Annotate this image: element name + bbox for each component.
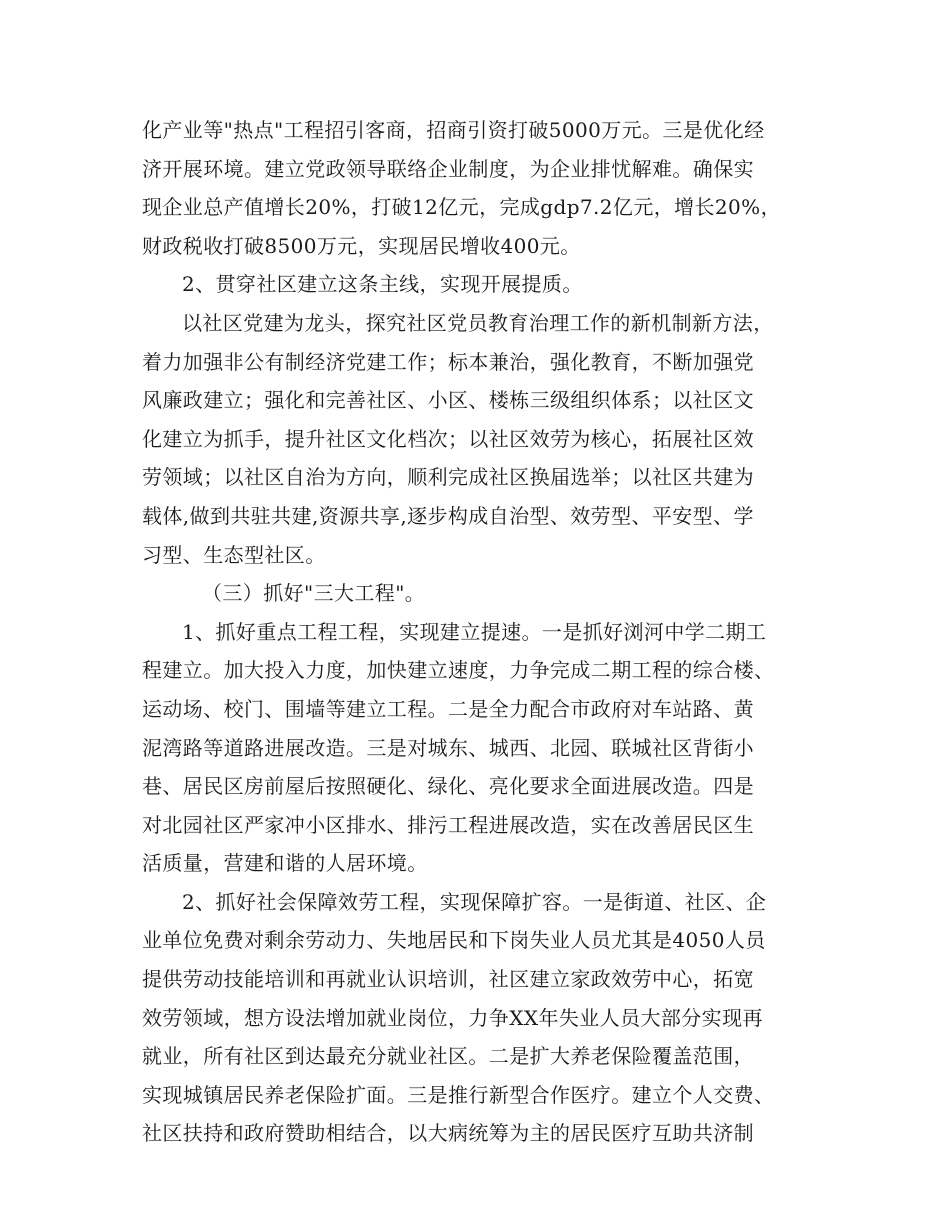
text-line: 劳领域；以社区自治为方向，顺利完成社区换届选举；以社区共建为	[142, 465, 754, 490]
text-line: 提供劳动技能培训和再就业认识培训，社区建立家政效劳中心，拓宽	[142, 967, 754, 992]
text-line: 习型、生态型社区。	[142, 542, 326, 567]
text-line: 着力加强非公有制经济党建工作；标本兼治，强化教育，不断加强党	[142, 349, 754, 374]
text-line: 就业，所有社区到达最充分就业社区。二是扩大养老保险覆盖范围，	[142, 1044, 754, 1069]
text-line: 对北园社区严家冲小区排水、排污工程进展改造，实在改善居民区生	[142, 812, 754, 837]
text-line: 化产业等"热点"工程招引客商，招商引资打破5000万元。三是优化经	[142, 118, 765, 142]
text-line: 巷、居民区房前屋后按照硬化、绿化、亮化要求全面进展改造。四是	[142, 774, 754, 799]
text-line: 泥湾路等道路进展改造。三是对城东、城西、北园、联城社区背街小	[142, 735, 754, 760]
text-line: 程建立。加大投入力度，加快建立速度，力争完成二期工程的综合楼、	[142, 658, 775, 683]
text-line: 济开展环境。建立党政领导联络企业制度，为企业排忧解难。确保实	[142, 156, 754, 181]
text-line: 载体,做到共驻共建,资源共享,逐步构成自治型、效劳型、平安型、学	[142, 503, 754, 528]
text-line: 化建立为抓手，提升社区文化档次；以社区效劳为核心，拓展社区效	[142, 426, 754, 451]
text-line: 活质量，营建和谐的人居环境。	[142, 851, 428, 876]
text-line: 1、抓好重点工程工程，实现建立提速。一是抓好浏河中学二期工	[182, 619, 767, 644]
section-heading: （三）抓好"三大工程"。	[202, 581, 426, 606]
text-line: 现企业总产值增长20%，打破12亿元，完成gdp7.2亿元，增长20%，	[142, 195, 781, 220]
text-line: 风廉政建立；强化和完善社区、小区、楼栋三级组织体系；以社区文	[142, 388, 754, 413]
body-text	[142, 111, 822, 1153]
section-heading: 2、贯穿社区建立这条主线，实现开展提质。	[182, 272, 583, 297]
text-line: 财政税收打破8500万元，实现居民增收400元。	[142, 233, 581, 258]
text-line: 以社区党建为龙头，探究社区党员教育治理工作的新机制新方法，	[182, 310, 774, 335]
text-line: 业单位免费对剩余劳动力、失地居民和下岗失业人员尤其是4050人员	[142, 928, 766, 953]
text-line: 运动场、校门、围墙等建立工程。二是全力配合市政府对车站路、黄	[142, 696, 754, 721]
text-line: 社区扶持和政府赞助相结合，以大病统筹为主的居民医疗互助共济制	[142, 1121, 754, 1146]
text-line: 效劳领域，想方设法增加就业岗位，力争XX年失业人员大部分实现再	[142, 1005, 763, 1030]
text-line: 实现城镇居民养老保险扩面。三是推行新型合作医疗。建立个人交费、	[142, 1082, 775, 1107]
text-line: 2、抓好社会保障效劳工程，实现保障扩容。一是街道、社区、企	[182, 889, 767, 914]
